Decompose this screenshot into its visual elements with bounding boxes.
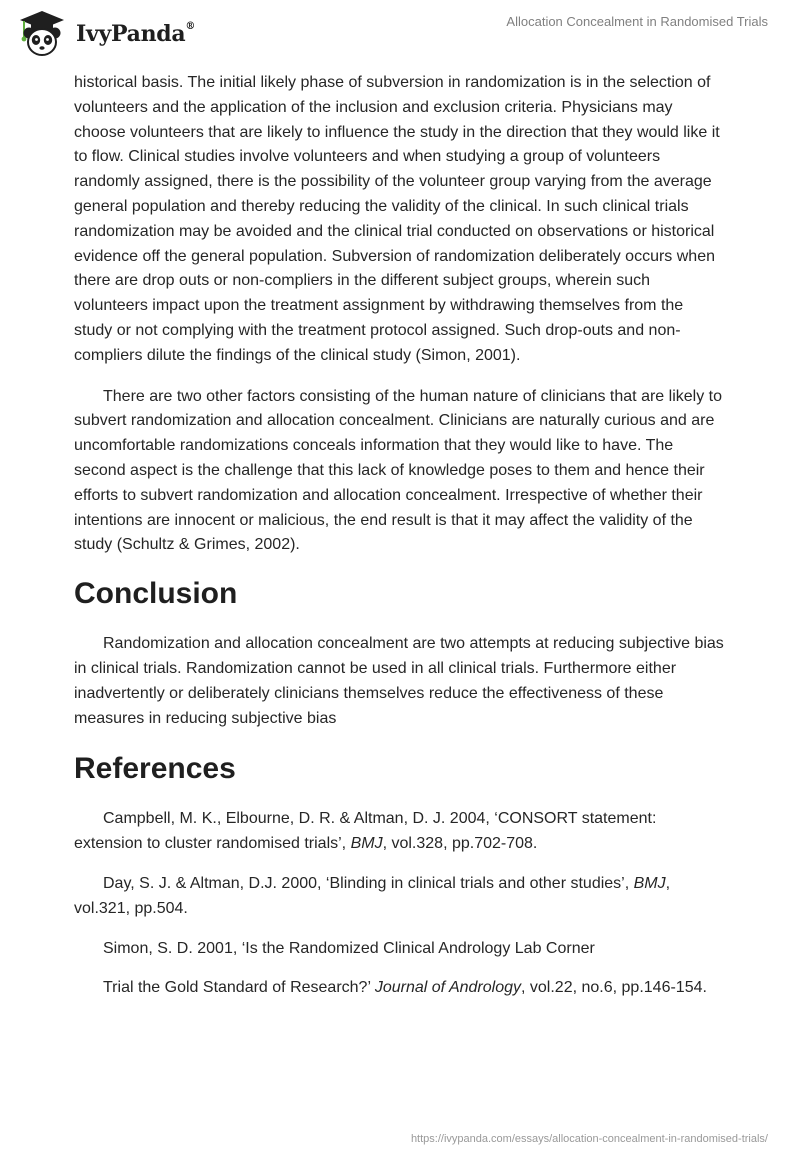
journal-title: Journal of Andrology [374,979,522,997]
brand-name: IvyPanda® [76,20,196,47]
essay-content [74,71,724,1016]
body-paragraph: historical basis. The initial likely phase of subversion in randomization is in the selection of volunteers and the application of the inclusion and exclusion criteria. Physicians may choose volunteers that are likely to influence the study in the direction that they would like it to flow. Clinical studies involve volunteers and when studying a group of volunteers randomly assigned, there is the possibility of the volunteer group varying from the average general population and thereby reducing the validity of the clinical. In such clinical trials randomization may be avoided and the clinical trial conducted on observations or historical evidence off the general population. Subversion of randomization deliberately occurs when there are drop outs or non-compliers in the different subject groups, wherein such volunteers impact upon the treatment assignment by withdrawing themselves from the study or not complying with the treatment protocol assigned. Such drop-outs and non-compliers dilute the findings of the clinical study (Simon, 2001). [74,74,720,364]
source-url[interactable]: https://ivypanda.com/essays/allocation-concealment-in-randomised-trials/ [410,1133,768,1145]
document-title: Allocation Concealment in Randomised Trials [506,14,768,29]
registered-mark: ® [185,20,196,32]
body-paragraph: There are two other factors consisting of the human nature of clinicians that are likely to subvert randomization and allocation concealment. Clinicians are naturally curious and are uncomfortable randomizations conceals information that they would like to have. The second aspect is the challenge that this lack of knowledge poses to them and hence their efforts to subvert randomization and allocation concealment. Irrespective of whether their intentions are innocent or malicious, the end result is that it may affect the validity of the study (Schultz & Grimes, 2002). [74,387,722,554]
conclusion-paragraph: Randomization and allocation concealment are two attempts at reducing subjective bias in clinical trials. Randomization cannot be used in all clinical trials. Furthermore either inadvertently or deliberately clinicians themselves reduce the effectiveness of these measures in reducing subjective bias [74,635,724,727]
reference-item: Day, S. J. & Altman, D.J. 2000, ‘Blinding in clinical trials and other studies’, BMJ, vol.321, pp.504. [74,874,671,917]
journal-title: BMJ [350,835,383,853]
reference-item: Trial the Gold Standard of Research?’ Journal of Andrology, vol.22, no.6, pp.146-154. [103,979,707,997]
page-header [0,0,800,70]
references-heading: References [74,752,236,786]
conclusion-heading: Conclusion [74,577,238,611]
reference-item: Campbell, M. K., Elbourne, D. R. & Altman, D. J. 2004, ‘CONSORT statement: extension to cluster randomised trials’, BMJ, vol.328, pp.702-708. [74,810,657,853]
reference-item: Simon, S. D. 2001, ‘Is the Randomized Clinical Andrology Lab Corner [103,939,595,957]
ivypanda-logo[interactable] [14,8,195,60]
panda-graduate-icon [14,8,70,60]
journal-title: BMJ [633,874,666,892]
